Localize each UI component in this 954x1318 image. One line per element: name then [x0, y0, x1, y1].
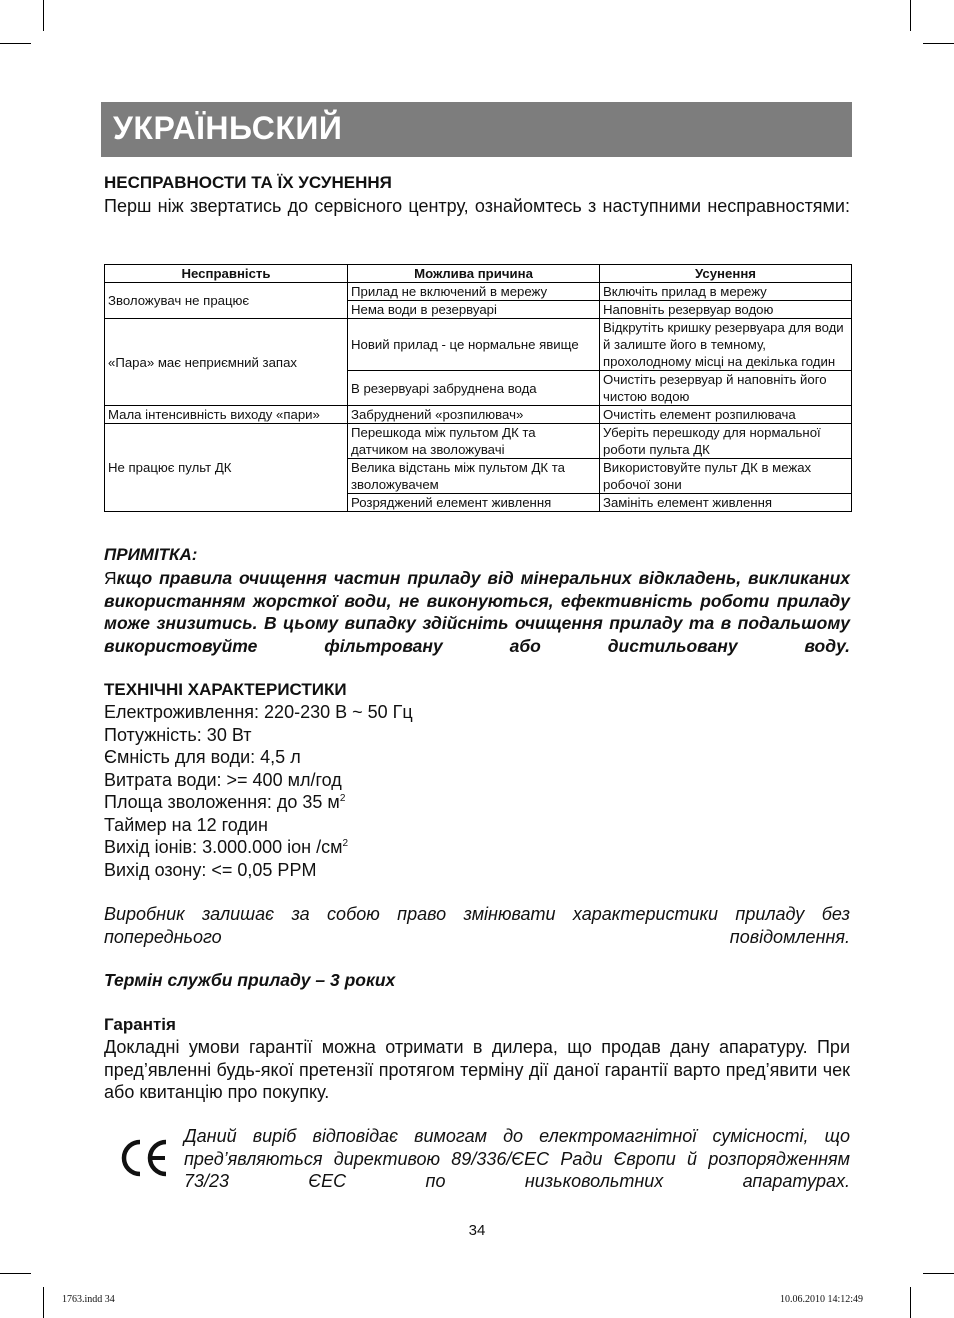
note-first-letter: Я — [104, 568, 117, 588]
crop-mark — [910, 0, 911, 31]
crop-mark — [0, 43, 31, 44]
cause-cell: Розряджений елемент живлення — [348, 494, 600, 512]
slug-file: 1763.indd 34 — [62, 1294, 115, 1305]
faults-table — [104, 264, 852, 512]
spec-ozone: Вихід озону: <= 0,05 PPM — [104, 859, 317, 880]
crop-mark — [910, 1287, 911, 1318]
warranty-heading: Гарантія — [104, 1015, 176, 1034]
spec-area — [104, 791, 850, 814]
table-row — [105, 319, 852, 371]
fix-cell: Очистіть резервуар й наповніть його чистою водою — [600, 371, 852, 406]
cause-cell: В резервуарі забруднена вода — [348, 371, 600, 406]
crop-mark — [923, 1273, 954, 1274]
fix-cell: Відкрутіть кришку резервуара для води й залиште його в темному, прохолодному місці на декілька годин — [600, 319, 852, 371]
note-title: ПРИМІТКА: — [104, 545, 198, 564]
page-number: 34 — [468, 1222, 486, 1239]
table-header-row — [105, 265, 852, 283]
cause-cell: Новий прилад - це нормальне явище — [348, 319, 600, 371]
fix-cell: Уберіть перешкоду для нормальної роботи пульта ДК — [600, 424, 852, 459]
page-title: УКРАЇНЬСКИЙ — [113, 110, 343, 146]
column-header: Несправність — [105, 265, 348, 283]
column-header: Усунення — [600, 265, 852, 283]
spec-timer: Таймер на 12 годин — [104, 814, 268, 835]
cause-cell: Нема води в резервуарі — [348, 301, 600, 319]
spec-power: Потужність: 30 Вт — [104, 724, 252, 745]
cause-cell: Прилад не включений в мережу — [348, 283, 600, 301]
crop-mark — [43, 0, 44, 31]
crop-mark — [43, 1287, 44, 1318]
service-life: Термін служби приладу – 3 роких — [104, 970, 396, 990]
fault-cell: Зволожувач не працює — [105, 283, 348, 319]
fix-cell: Замініть елемент живлення — [600, 494, 852, 512]
spec-power-supply: Електроживлення: 220-230 В ~ 50 Гц — [104, 702, 413, 722]
spec-ions-text: Вихід іонів: 3.000.000 іон /см — [104, 837, 343, 857]
warranty-text: Докладні умови гарантії можна отримати в дилера, що продав дану апаратуру. При пред’явленні будь-якої претензії протягом терміну дії даної гарантії варто пред’явити чек або квитанцію про покупку. — [104, 1037, 850, 1102]
language-banner — [101, 102, 852, 157]
note-body — [104, 567, 850, 657]
table-row — [105, 406, 852, 424]
ce-mark-svg — [118, 1138, 170, 1178]
fault-cell: «Пара» має неприємний запах — [105, 319, 348, 406]
table-row — [105, 424, 852, 459]
cause-cell: Велика відстань між пультом ДК та зволожувачем — [348, 459, 600, 494]
spec-area-text: Площа зволоження: до 35 м — [104, 792, 340, 812]
table-row — [105, 283, 852, 301]
disclaimer: Виробник залишає за собою право змінювати характеристики приладу без попереднього повідомлення. — [104, 904, 850, 947]
ce-mark-icon — [118, 1138, 170, 1183]
faults-heading: НЕСПРАВНОСТИ ТА ЇХ УСУНЕННЯ — [104, 173, 392, 192]
spec-consumption: Витрата води: >= 400 мл/год — [104, 769, 342, 790]
fix-cell: Включіть прилад в мережу — [600, 283, 852, 301]
spec-capacity: Ємність для води: 4,5 л — [104, 747, 301, 767]
column-header: Можлива причина — [348, 265, 600, 283]
crop-mark — [0, 1273, 31, 1274]
fix-cell: Використовуйте пульт ДК в межах робочої зони — [600, 459, 852, 494]
spec-area-sup: 2 — [339, 793, 346, 804]
fix-cell: Очистіть елемент розпилювача — [600, 406, 852, 424]
slug-date: 10.06.2010 14:12:49 — [780, 1294, 864, 1305]
fault-cell: Мала інтенсивність виходу «пари» — [105, 406, 348, 424]
cause-cell: Забруднений «розпилювач» — [348, 406, 600, 424]
spec-ions-sup: 2 — [342, 838, 349, 849]
crop-mark — [923, 43, 954, 44]
ce-compliance-text: Даний виріб відповідає вимогам до електромагнітної сумісності, що пред’являються директивою 89/336/ЄЕС Ради Європи й розпорядженням 73/23 ЄЕС по низьковольтних апаратурах. — [184, 1126, 850, 1191]
specs-list — [104, 701, 850, 881]
fault-cell: Не працює пульт ДК — [105, 424, 348, 512]
spec-ions — [104, 836, 850, 859]
specs-heading: ТЕХНІЧНІ ХАРАКТЕРИСТИКИ — [104, 680, 347, 699]
fix-cell: Наповніть резервуар водою — [600, 301, 852, 319]
cause-cell: Перешкода між пультом ДК та датчиком на зволожувачі — [348, 424, 600, 459]
faults-intro: Перш ніж звертатись до сервісного центру, ознайомтесь з наступними несправностями: — [104, 196, 850, 216]
note-text: кщо правила очищення частин приладу від мінеральних відкладень, викликаних використанням жорсткої води, не виконуються, ефективність роботи приладу може знизитись. В цьому випадку здійсніть очищення приладу та в подальшому використовуйте фільтровану або дистильовану воду. — [104, 568, 850, 656]
